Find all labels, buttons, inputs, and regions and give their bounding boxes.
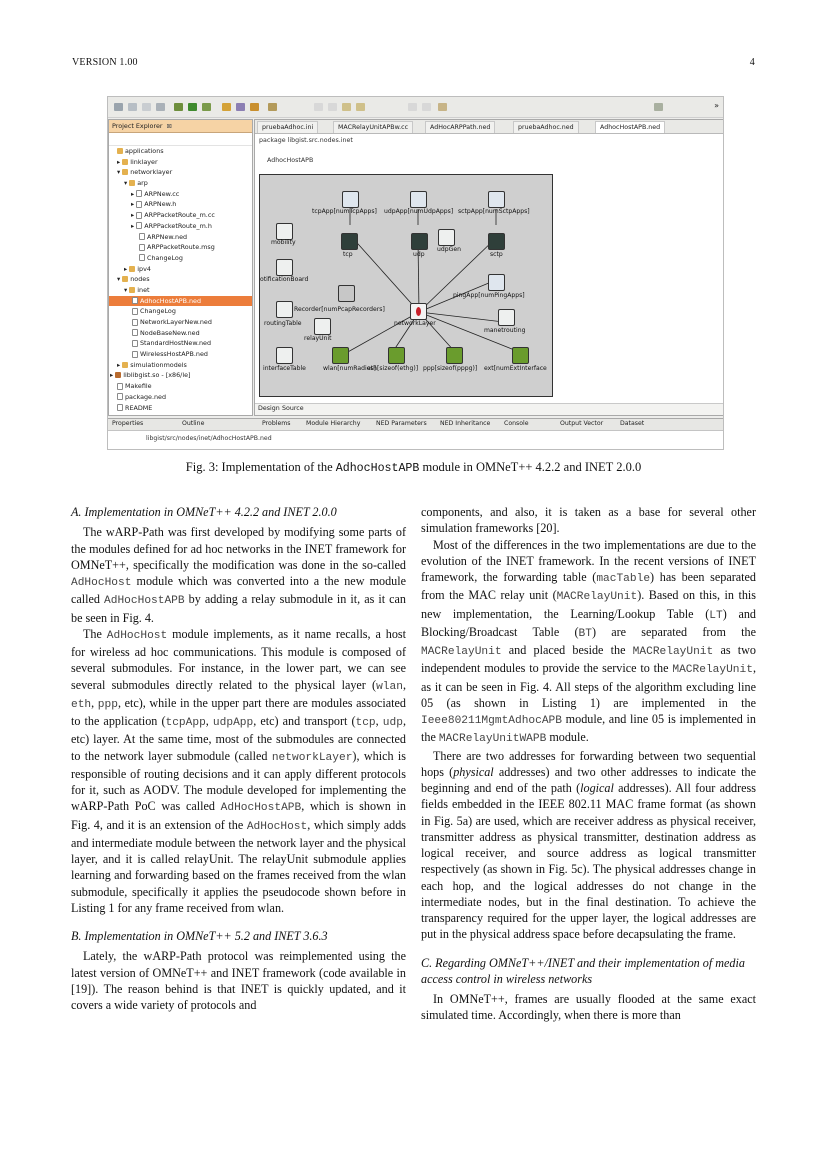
ext-label: ext[numExtInterface — [484, 365, 547, 372]
tree-item[interactable]: ▸ linklayer — [117, 157, 158, 166]
bottom-panels — [108, 418, 723, 450]
editor-tab[interactable]: pruebaAdhoc.ini — [257, 121, 318, 133]
design-source-tabs — [255, 403, 724, 415]
tree-item[interactable]: ChangeLog — [109, 253, 252, 264]
manetrouting-icon[interactable] — [498, 309, 515, 326]
udp-app-icon[interactable] — [410, 191, 427, 208]
tree-item[interactable]: ▸ ipv4 — [124, 264, 151, 273]
module-hierarchy-tab[interactable]: Module Hierarchy — [306, 420, 361, 427]
interface-table-icon[interactable] — [276, 347, 293, 364]
editor-tab-active[interactable]: AdhocHostAPB.ned — [595, 121, 665, 133]
ppp-label: ppp[sizeof(pppg)] — [423, 365, 478, 372]
tree-item[interactable]: WirelessHostAPB.ned — [109, 349, 252, 360]
tree-item[interactable]: Makefile — [109, 381, 252, 392]
tree-item[interactable]: ▸ ARPPacketRoute_m.h — [131, 221, 212, 230]
print-icon — [156, 103, 165, 111]
editor-tabs — [255, 120, 724, 134]
edit-icon — [268, 103, 277, 111]
notification-board-label: otificationBoard — [260, 276, 309, 283]
outline-tab[interactable]: Outline — [182, 420, 205, 427]
ned-editor — [254, 119, 724, 416]
pin-icon — [438, 103, 447, 111]
problems-tab[interactable]: Problems — [262, 420, 291, 427]
tree-item[interactable]: README — [109, 403, 252, 414]
project-explorer-panel — [108, 119, 253, 416]
section-a-paragraph-2: The AdHocHost module implements, as it name recalls, a host for wireless ad hoc communications. This module is composed of several submodules. For instance, in the lower part, we can see several submodules directly related to the physical layer (wlan, eth, ppp, etc), while in the upper part there are modules associated to the application (tcpApp, udpApp, etc) and transport (tcp, udp, etc) layer. At the same time, most of the submodules are connected to the network layer submodule (called networkLayer), which is responsible of routing decisions and it can apply different protocols for it, such as AODV. The module developed for implementing the wARP-Path PoC was called AdHocHostAPB, which is shown in Fig. 4, and it is an extension of the AdHocHost, which simply adds and intermediate module between the network layer and the physical layer, and it is called relayUnit. The relayUnit submodule applies learning and forwarding based on the frames received from the wlan submodule, specifically it applies the pseudocode shown before in Listing 1 for any frame received from wlan. — [71, 626, 407, 915]
tree-item[interactable]: ChangeLog — [109, 306, 252, 317]
udp-gen-label: udpGen — [437, 246, 461, 253]
running-header: VERSION 1.00 — [72, 57, 138, 68]
tree-item[interactable]: ▸ ARPPacketRoute_m.cc — [131, 211, 215, 220]
eth-icon[interactable] — [388, 347, 405, 364]
properties-tab[interactable]: Properties — [112, 420, 144, 427]
output-vector-tab[interactable]: Output Vector — [560, 420, 604, 427]
mobility-icon[interactable] — [276, 223, 293, 240]
section-b-heading: B. Implementation in OMNeT++ 5.2 and INET 3.6.3 — [71, 929, 328, 943]
tree-item[interactable]: ▸ simulationmodels — [117, 360, 187, 369]
more-chevron-icon[interactable]: » — [714, 101, 719, 110]
tree-item[interactable]: ▸ liblibgist.so - [x86/le] — [110, 371, 191, 380]
tree-item[interactable]: NetworkLayerNew.ned — [109, 317, 252, 328]
routing-table-icon[interactable] — [276, 301, 293, 318]
file-path: libgist/src/nodes/inet/AdhocHostAPB.ned — [146, 435, 272, 442]
tree-item[interactable]: ▾ nodes — [117, 275, 150, 284]
design-tab[interactable]: Design — [258, 405, 280, 412]
tool-icon — [236, 103, 245, 111]
wlan-icon[interactable] — [332, 347, 349, 364]
editor-tab[interactable]: MACRelayUnitAPBw.cc — [333, 121, 413, 133]
editor-tab[interactable]: AdHocARPPath.ned — [425, 121, 495, 133]
ext-icon[interactable] — [512, 347, 529, 364]
ned-parameters-tab[interactable]: NED Parameters — [376, 420, 427, 427]
sctp-app-label: sctpApp[numSctpApps] — [458, 208, 530, 215]
network-layer-label: networkLayer — [394, 320, 436, 327]
sctp-icon[interactable] — [488, 233, 505, 250]
folder-icon — [250, 103, 259, 111]
sctp-label: sctp — [490, 251, 503, 258]
next-annotation-icon — [342, 103, 351, 111]
dataset-tab[interactable]: Dataset — [620, 420, 645, 427]
source-tab[interactable]: Source — [282, 405, 304, 412]
package-declaration: package libgist.src.nodes.inet — [259, 137, 353, 144]
figure-ide-screenshot — [107, 96, 724, 450]
save-icon — [128, 103, 137, 111]
section-c-heading: C. Regarding OMNeT++/INET and their implementation of media access control in wireless networks — [421, 955, 745, 986]
tcp-app-label: tcpApp[numTcpApps] — [312, 208, 377, 215]
tree-item[interactable]: ▸ ARPNew.h — [131, 200, 177, 209]
forward-icon — [422, 103, 431, 111]
relay-unit-label: relayUnit — [304, 335, 332, 342]
continued-paragraph: components, and also, it is taken as a base for several other simulation frameworks [20]. — [421, 505, 756, 536]
perspective-icon — [654, 103, 663, 111]
ping-app-icon[interactable] — [488, 274, 505, 291]
module-name: AdhocHostAPB — [267, 157, 314, 164]
bottom-tabs — [108, 419, 723, 431]
run-icon — [188, 103, 197, 111]
tree-item[interactable]: ARPNew.ned — [109, 232, 252, 243]
tree-item[interactable]: ▾ arp — [124, 179, 148, 188]
tree-item[interactable]: package.ned — [109, 392, 252, 403]
editor-tab[interactable]: pruebaAdhoc.ned — [513, 121, 579, 133]
debug-icon — [174, 103, 183, 111]
tree-item[interactable]: ▸ ARPNew.cc — [131, 189, 180, 198]
open-icon — [222, 103, 231, 111]
save-all-icon — [142, 103, 151, 111]
nav-back-icon — [314, 103, 323, 111]
section-a-paragraph-1: The wARP-Path was first developed by modifying some parts of the modules defined for ad hoc networks in the INET framework for OMNeT++, specifically the modification was done in the so-called AdHocHost module which was converted into a the new module called AdHocHostAPB by adding a relay submodule in it, as it can be seen in Fig. 4. — [71, 525, 406, 625]
figure-caption: Fig. 3: Implementation of the AdhocHostAPB module in OMNeT++ 4.2.2 and INET 2.0.0 — [185, 460, 642, 475]
wlan-label: wlan[numRadios] — [323, 365, 376, 372]
ping-app-label: pingApp[numPingApps] — [453, 292, 525, 299]
mobility-label: mobility — [271, 239, 296, 246]
section-b-paragraph-1: Lately, the wARP-Path protocol was reimplemented using the latest version of OMNeT++ and INET framework (code available in [19]). The reason behind is that INET is quickly updated, and it covers a wide variety of protocols and — [71, 949, 406, 1012]
tcp-app-icon[interactable] — [342, 191, 359, 208]
tree-item[interactable]: ▾ networklayer — [117, 168, 173, 177]
addresses-paragraph: There are two addresses for forwarding between two sequential hops (physical addresses) and two other addresses to indicate the beginning and end of the path (logical addresses). All four address fields embedded in the IEEE 802.11 MAC frame format (as shown in Fig. 5a) are used, which are receiver address as physical receiver, transmitter address as physical transmitter, destination address as logical receiver, and source address as logical transmitter respectively (as shown in Fig. 5c). The physical addresses change in each hop, and the logical addresses do not change in the intermediate nodes, but in the final destination. To achieve the transparency required for the upper layer, the logical addresses are put in the physical address space before decapsulating the frame. — [421, 748, 757, 942]
console-tab[interactable]: Console — [504, 420, 529, 427]
ppp-icon[interactable] — [446, 347, 463, 364]
routing-table-label: routingTable — [264, 320, 302, 327]
relay-unit-icon[interactable] — [314, 318, 331, 335]
udp-icon[interactable] — [411, 233, 428, 250]
prev-annotation-icon — [356, 103, 365, 111]
right-column — [421, 504, 756, 1024]
nav-forward-icon — [328, 103, 337, 111]
project-explorer-title: Project Explorer — [112, 122, 163, 130]
pcap-recorder-label: Recorder[numPcapRecorders] — [294, 306, 385, 313]
tree-item[interactable]: applications — [109, 146, 252, 157]
back-icon — [408, 103, 417, 111]
section-c-paragraph-1: In OMNeT++, frames are usually flooded at the same exact simulated time. Accordingly, when there is more than — [421, 992, 756, 1023]
tcp-icon[interactable] — [341, 233, 358, 250]
ned-inheritance-tab[interactable]: NED Inheritance — [440, 420, 491, 427]
udp-gen-icon[interactable] — [438, 229, 455, 246]
page-number: 4 — [749, 57, 755, 68]
tree-item[interactable]: StandardHostNew.ned — [109, 338, 252, 349]
section-a-heading: A. Implementation in OMNeT++ 4.2.2 and INET 2.0.0 — [71, 505, 337, 519]
eth-label: eth[sizeof(ethg)] — [367, 365, 419, 372]
udp-label: udp — [413, 251, 425, 258]
profile-icon — [202, 103, 211, 111]
ide-toolbar — [108, 97, 723, 118]
udp-app-label: udpApp[numUdpApps] — [384, 208, 454, 215]
manetrouting-label: manetrouting — [484, 327, 526, 334]
tree-item[interactable]: ▾ inet — [124, 285, 150, 294]
project-explorer-tools — [109, 133, 252, 146]
new-icon — [114, 103, 123, 111]
module-canvas — [259, 174, 553, 397]
project-tree — [109, 146, 252, 413]
tree-item-selected[interactable]: AdhocHostAPB.ned — [109, 296, 252, 307]
sctp-app-icon[interactable] — [488, 191, 505, 208]
differences-paragraph: Most of the differences in the two implementations are due to the evolution of the INET framework. In the recent versions of INET framework, the forwarding table (macTable) has been separated from the MAC relay unit (MACRelayUnit). Based on this, in this new implementation, the Learning/Lookup Table (LT) and Blocking/Broadcast Table (BT) are separated from the MACRelayUnit and placed beside the MACRelayUnit as two independent modules to provide the service to the MACRelayUnit, as it can be seen in Fig. 4. All steps of the algorithm excluding line 05 (as shown in Listing 1) are implemented in the Ieee80211MgmtAdhocAPB module, and line 05 is implemented in the MACRelayUnitWAPB module. — [421, 537, 756, 746]
project-explorer-tab[interactable]: Project Explorer ⊠ — [109, 120, 252, 133]
tree-item[interactable]: NodeBaseNew.ned — [109, 328, 252, 339]
tree-item[interactable]: ARPPacketRoute.msg — [109, 242, 252, 253]
interface-table-label: interfaceTable — [263, 365, 306, 372]
pcap-recorder-icon[interactable] — [338, 285, 355, 302]
notification-board-icon[interactable] — [276, 259, 293, 276]
network-layer-icon[interactable] — [410, 303, 427, 320]
left-column — [71, 504, 406, 1013]
tcp-label: tcp — [343, 251, 353, 258]
